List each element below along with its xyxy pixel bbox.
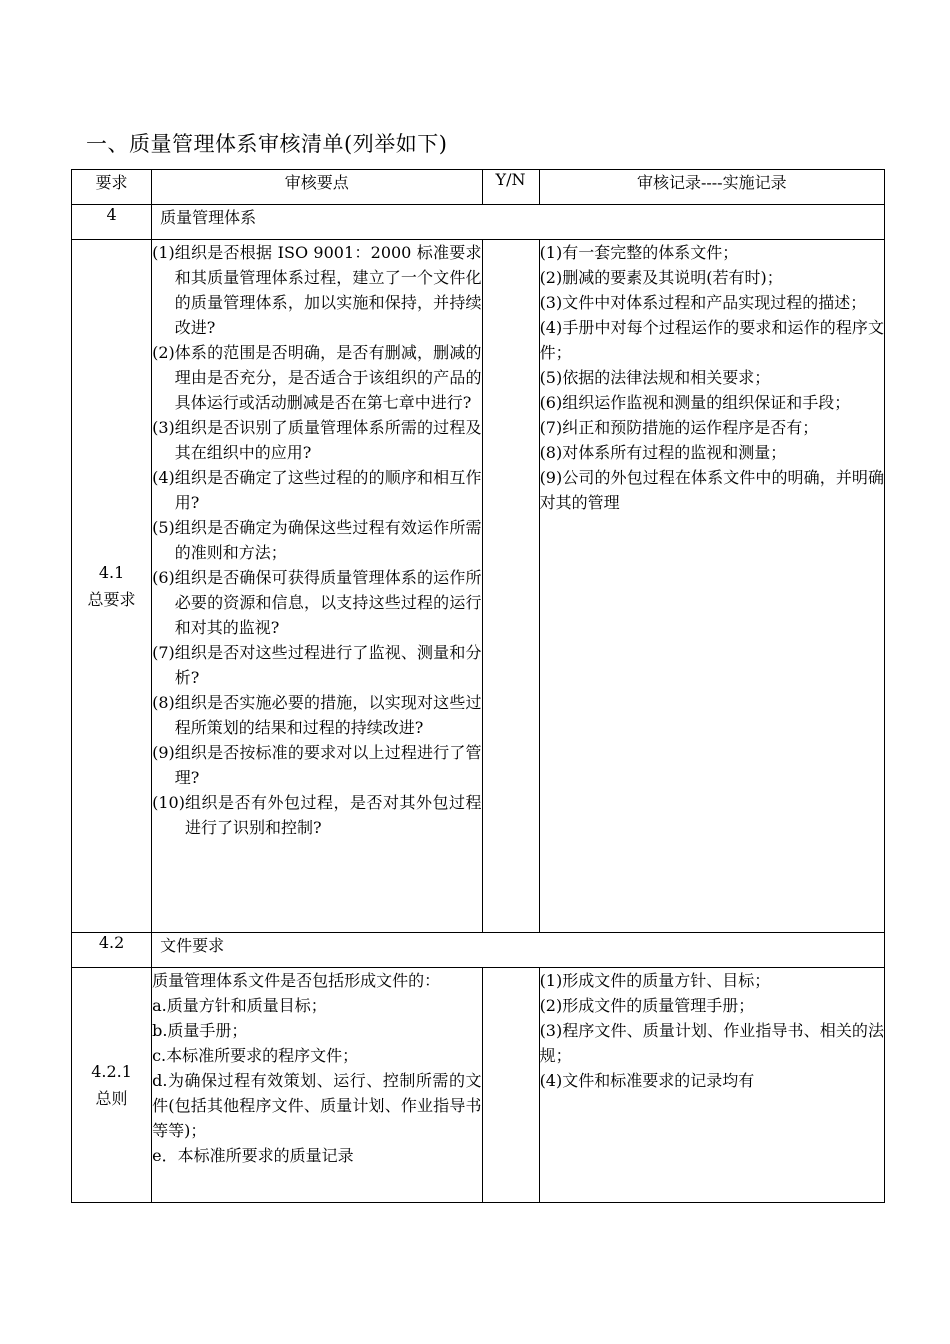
record-item: (8)对体系所有过程的监视和测量； xyxy=(539,443,787,462)
audit-point: 质量管理体系文件是否包括形成文件的： xyxy=(152,971,441,990)
clause-row-4-2-1 xyxy=(72,968,885,1203)
audit-point: (1) 组织是否根据 ISO 9001：2000 标准要求和其质量管理体系过程，建立了一个文件化的质量管理体系，加以实施和保持，并持续改进? xyxy=(152,243,482,337)
audit-point: (7) 组织是否对这些过程进行了监视、测量和分析? xyxy=(152,643,482,687)
record-item: (4)文件和标准要求的记录均有 xyxy=(539,1071,755,1090)
section-row-4 xyxy=(72,205,885,240)
record-item: (5)依据的法律法规和相关要求； xyxy=(539,368,771,387)
record-item: (2)删减的要素及其说明(若有时)； xyxy=(539,268,783,287)
audit-points-cell xyxy=(152,968,482,1203)
audit-point: b.质量手册； xyxy=(152,1021,248,1040)
audit-point: (4) 组织是否确定了这些过程的的顺序和相互作用? xyxy=(152,468,482,512)
header-yn: Y/N xyxy=(482,170,539,205)
audit-point: e．本标准所要求的质量记录 xyxy=(152,1146,354,1165)
audit-points-cell xyxy=(152,240,482,933)
section-row-4-2 xyxy=(72,933,885,968)
clause-number: 4.2 xyxy=(72,933,152,968)
audit-point: (5) 组织是否确定为确保这些过程有效运作所需的准则和方法； xyxy=(152,518,482,562)
clause-number: 4.2.1 xyxy=(91,1062,132,1081)
records-cell xyxy=(539,240,884,933)
section-name: 质量管理体系 xyxy=(152,205,885,240)
record-item: (1)有一套完整的体系文件； xyxy=(539,243,739,262)
audit-point: (9) 组织是否按标准的要求对以上过程进行了管理? xyxy=(152,743,482,787)
yn-cell xyxy=(482,968,539,1203)
record-item: (3)文件中对体系过程和产品实现过程的描述； xyxy=(539,293,867,312)
audit-point: a.质量方针和质量目标； xyxy=(152,996,327,1015)
clause-label xyxy=(72,968,152,1203)
table-header-row xyxy=(72,170,885,205)
audit-point: (3) 组织是否识别了质量管理体系所需的过程及其在组织中的应用? xyxy=(152,418,482,462)
record-item: (2)形成文件的质量管理手册； xyxy=(539,996,755,1015)
header-audit-points: 审核要点 xyxy=(152,170,482,205)
clause-number: 4 xyxy=(72,205,152,240)
record-item: (1)形成文件的质量方针、目标； xyxy=(539,971,771,990)
audit-point: c.本标准所要求的程序文件； xyxy=(152,1046,359,1065)
audit-point: (10) 组织是否有外包过程，是否对其外包过程进行了识别和控制? xyxy=(152,793,482,837)
header-records: 审核记录----实施记录 xyxy=(539,170,884,205)
record-item: (7)纠正和预防措施的运作程序是否有； xyxy=(539,418,819,437)
audit-point: (8) 组织是否实施必要的措施，以实现对这些过程所策划的结果和过程的持续改进? xyxy=(152,693,482,737)
clause-name: 总要求 xyxy=(87,590,136,609)
page-title: 一、质量管理体系审核清单(列举如下) xyxy=(86,132,448,156)
clause-number: 4.1 xyxy=(98,563,125,582)
records-cell xyxy=(539,968,884,1203)
yn-cell xyxy=(482,240,539,933)
clause-row-4-1 xyxy=(72,240,885,933)
audit-checklist-table xyxy=(71,169,885,1203)
clause-name: 总则 xyxy=(95,1089,128,1108)
audit-point: (6) 组织是否确保可获得质量管理体系的运作所必要的资源和信息，以支持这些过程的运行和对其的监视? xyxy=(152,568,482,637)
record-item: (9)公司的外包过程在体系文件中的明确，并明确对其的管理 xyxy=(539,468,884,512)
audit-point: d.为确保过程有效策划、运行、控制所需的文件(包括其他程序文件、质量计划、作业指导书等等)； xyxy=(152,1071,482,1140)
audit-point: (2) 体系的范围是否明确，是否有删减，删减的理由是否充分，是否适合于该组织的产品的具体运行或活动删减是否在第七章中进行? xyxy=(152,343,482,412)
record-item: (6)组织运作监视和测量的组织保证和手段； xyxy=(539,393,851,412)
header-requirement: 要求 xyxy=(72,170,152,205)
section-name: 文件要求 xyxy=(152,933,885,968)
record-item: (4)手册中对每个过程运作的要求和运作的程序文件； xyxy=(539,318,884,362)
record-item: (3)程序文件、质量计划、作业指导书、相关的法规； xyxy=(539,1021,884,1065)
clause-label xyxy=(72,240,152,933)
